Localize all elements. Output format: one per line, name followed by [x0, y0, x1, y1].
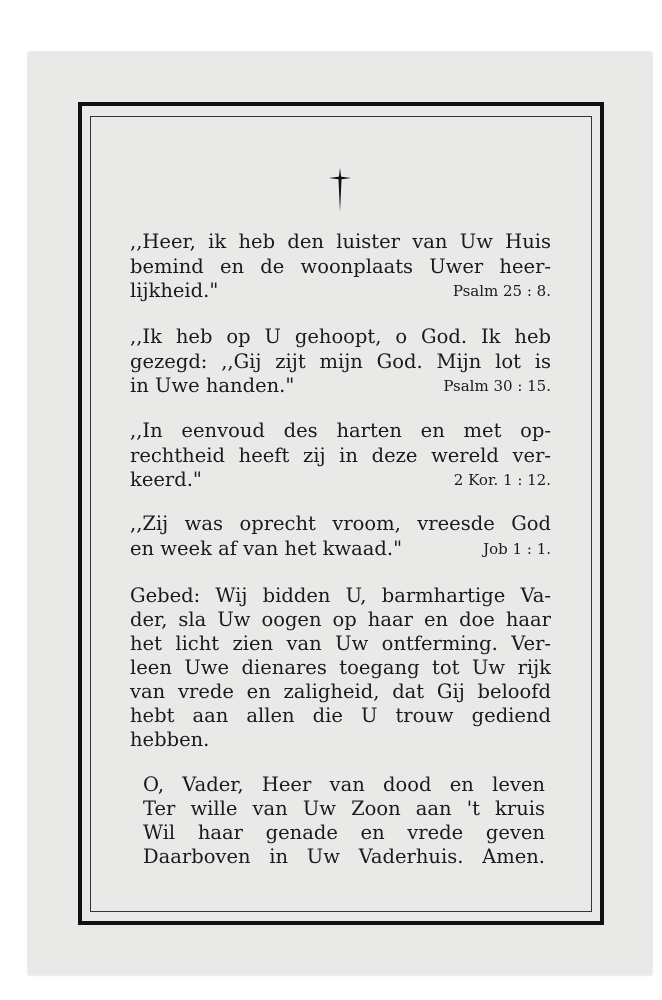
cross-icon: [326, 166, 354, 214]
verse-line: bemind en de woonplaats Uwer heer-: [130, 254, 551, 278]
prayer-line: Gebed: Wij bidden U, barmhartige Va-: [130, 584, 551, 607]
verse-text: keerd.": [130, 468, 202, 491]
poem-line: Wil haar genade en vrede geven: [143, 821, 545, 844]
verse-line: gezegd: ,,Gij zijt mijn God. Mijn lot is: [130, 349, 551, 373]
verse-line: rechtheid heeft zij in deze wereld ver-: [130, 443, 551, 467]
verse-line: ,,Zij was oprecht vroom, vreesde God: [130, 512, 551, 535]
verse-text: lijkheid.": [130, 279, 219, 302]
verse-text: in Uwe handen.": [130, 374, 295, 397]
poem-line: Ter wille van Uw Zoon aan 't kruis: [143, 797, 545, 820]
prayer-line: hebt aan allen die U trouw gediend: [130, 704, 551, 727]
verse-line: [130, 468, 551, 492]
verse-line: ,,In eenvoud des harten en met op-: [130, 419, 551, 442]
poem-line: Daarboven in Uw Vaderhuis. Amen.: [143, 845, 545, 868]
scripture-reference: Psalm 25 : 8.: [452, 282, 551, 300]
scripture-reference: Job 1 : 1.: [483, 539, 551, 558]
verse-line: [130, 279, 551, 303]
verse-text: en week af van het kwaad.": [130, 536, 403, 560]
verse-line: [130, 537, 551, 561]
prayer-line: hebben.: [130, 728, 210, 751]
verse-line: ,,Heer, ik heb den luister van Uw Huis: [130, 230, 551, 253]
prayer-line: van vrede en zaligheid, dat Gij beloofd: [130, 680, 551, 703]
scripture-reference: Psalm 30 : 15.: [443, 377, 551, 395]
poem-line: O, Vader, Heer van dood en leven: [143, 773, 545, 796]
verse-line: [130, 374, 551, 398]
prayer-line: leen Uwe dienares toegang tot Uw rijk: [130, 656, 551, 679]
scripture-reference: 2 Kor. 1 : 12.: [453, 471, 551, 489]
prayer-line: der, sla Uw oogen op haar en doe haar: [130, 608, 551, 631]
verse-line: ,,Ik heb op U gehoopt, o God. Ik heb: [130, 325, 551, 348]
prayer-line: het licht zien van Uw ontferming. Ver-: [130, 632, 551, 655]
